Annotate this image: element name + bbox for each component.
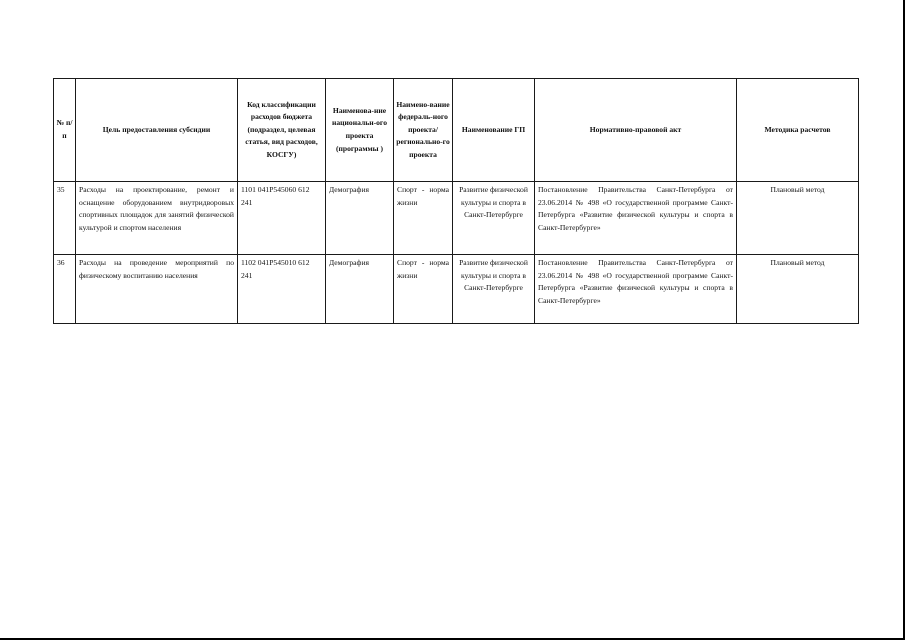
cell-method: Плановый метод <box>737 182 859 255</box>
cell-num: 36 <box>54 255 76 324</box>
header-gp: Наименование ГП <box>453 79 535 182</box>
cell-num: 35 <box>54 182 76 255</box>
header-num: № п/ п <box>54 79 76 182</box>
cell-method: Плановый метод <box>737 255 859 324</box>
cell-gp: Развитие физической культуры и спорта в Санкт-Петербурге <box>453 182 535 255</box>
cell-code: 1101 041P545060 612 241 <box>238 182 326 255</box>
cell-legal-act: Постановление Правительства Санкт-Петербурга от 23.06.2014 № 498 «О государственной программе Санкт-Петербурга «Развитие физической культуры и спорта в Санкт-Петербурге» <box>535 255 737 324</box>
cell-federal-project: Спорт - норма жизни <box>394 182 453 255</box>
table-row <box>54 182 859 255</box>
header-goal: Цель предоставления субсидии <box>76 79 238 182</box>
cell-federal-project: Спорт - норма жизни <box>394 255 453 324</box>
cell-code: 1102 041P545010 612 241 <box>238 255 326 324</box>
cell-goal: Расходы на проектирование, ремонт и оснащение оборудованием внутридворовых спортивных площадок для занятий физической культурой и спортом населения <box>76 182 238 255</box>
table-header-row <box>54 79 859 182</box>
header-method: Методика расчетов <box>737 79 859 182</box>
cell-goal: Расходы на проведение мероприятий по физическому воспитанию населения <box>76 255 238 324</box>
header-national-project: Наименова-ние национальн-ого проекта (программы ) <box>326 79 394 182</box>
table-row <box>54 255 859 324</box>
cell-national-project: Демография <box>326 182 394 255</box>
header-federal-project: Наимено-вание федераль-ного проекта/ регионально-го проекта <box>394 79 453 182</box>
cell-legal-act: Постановление Правительства Санкт-Петербурга от 23.06.2014 № 498 «О государственной программе Санкт-Петербурга «Развитие физической культуры и спорта в Санкт-Петербурге» <box>535 182 737 255</box>
header-legal-act: Нормативно-правовой акт <box>535 79 737 182</box>
header-code: Код классификации расходов бюджета (подраздел, целевая статья, вид расходов, КОСГУ) <box>238 79 326 182</box>
subsidy-table <box>53 78 859 324</box>
cell-gp: Развитие физической культуры и спорта в Санкт-Петербурге <box>453 255 535 324</box>
cell-national-project: Демография <box>326 255 394 324</box>
